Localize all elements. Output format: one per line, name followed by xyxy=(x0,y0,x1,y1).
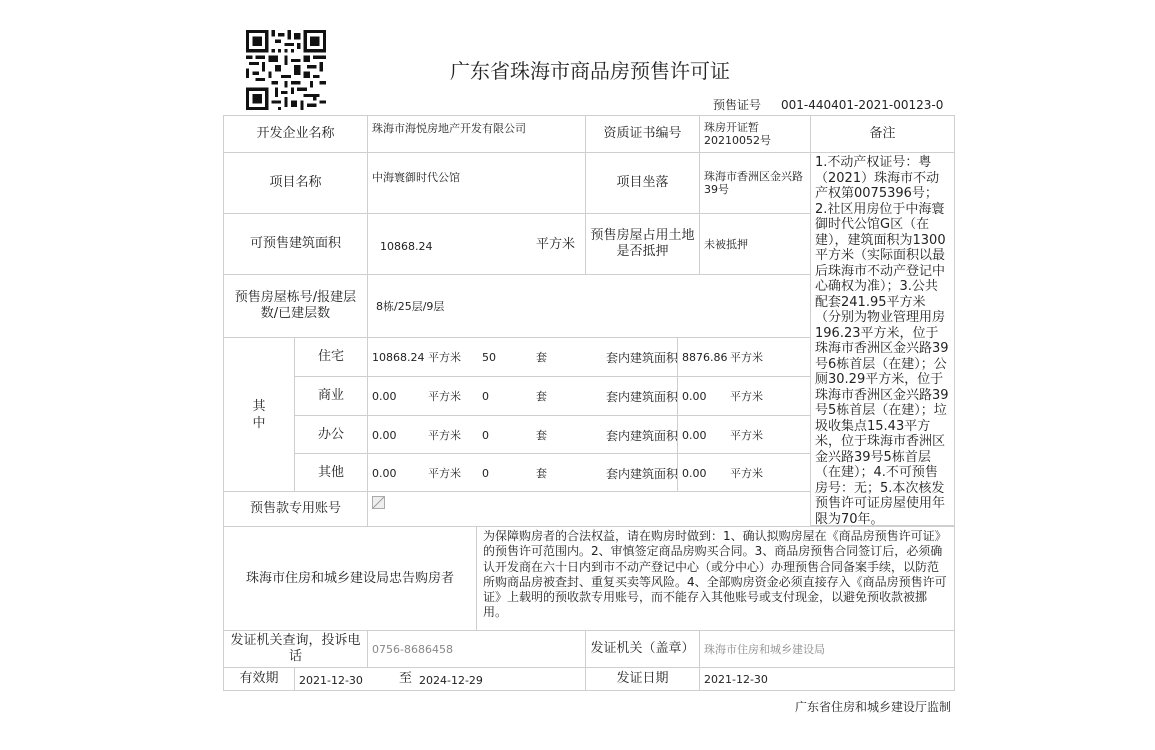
location-value: 珠海市香洲区金兴路39号 xyxy=(699,152,811,214)
usage-row-commercial xyxy=(294,376,811,416)
developer-label: 开发企业名称 xyxy=(223,115,368,153)
project-label: 项目名称 xyxy=(223,152,368,214)
usage-count: 0 xyxy=(482,467,489,480)
qualification-label: 资质证书编号 xyxy=(585,115,700,153)
usage-area-unit: 平方米 xyxy=(428,351,461,364)
issuer-value: 珠海市住房和城乡建设局 xyxy=(699,630,955,668)
issuer-label: 发证机关（盖章） xyxy=(585,630,700,668)
usage-area: 10868.24 xyxy=(372,351,425,364)
usage-area-cell xyxy=(367,376,678,416)
issue-date-value: 2021-12-30 xyxy=(699,667,955,691)
broken-image-icon xyxy=(372,496,385,509)
location-label: 项目坐落 xyxy=(585,152,700,214)
usage-inner-label: 套内建筑面积 xyxy=(606,351,679,365)
usage-count: 0 xyxy=(482,429,489,442)
inquiry-value: 0756-8686458 xyxy=(367,630,586,668)
building-label: 预售房屋栋号/报建层数/已建层数 xyxy=(223,274,368,338)
warning-text: 为保障购房者的合法权益，请在购房时做到：1、确认拟购房屋在《商品房预售许可证》的预售许可范围内。2、审慎签定商品房购买合同。3、商品房预售合同签订后，必须确认开发商在六十日内到市不动产登记中心（或分中心）办理预售合同备案手续，以防范所购商品房被查封、重复买卖等风险。4、全部购房资金必须直接存入《商品房预售许可证》上载明的预收款专用账号，而不能存入其他账号或支付现金，以避免预收款被挪用。 xyxy=(476,526,955,631)
inquiry-label: 发证机关查询，投诉电话 xyxy=(223,630,368,668)
usage-inner-cell xyxy=(677,376,811,416)
usage-type: 住宅 xyxy=(294,337,368,377)
usage-area-unit: 平方米 xyxy=(428,390,461,403)
validity-from: 2021-12-30 xyxy=(299,674,363,687)
presale-area-label: 可预售建筑面积 xyxy=(223,213,368,275)
presale-cert-label: 预售证号 xyxy=(713,98,762,112)
usage-inner: 0.00 xyxy=(682,467,707,480)
issue-date-label: 发证日期 xyxy=(585,667,700,691)
validity-to: 2024-12-29 xyxy=(419,674,483,687)
usage-type: 其他 xyxy=(294,453,368,492)
mortgage-label: 预售房屋占用土地是否抵押 xyxy=(585,213,700,275)
presale-area-cell xyxy=(367,213,586,275)
usage-row-residential xyxy=(294,337,811,377)
presale-area-value: 10868.24 xyxy=(380,240,433,253)
usage-inner-unit: 平方米 xyxy=(730,429,763,442)
remarks-label: 备注 xyxy=(810,115,955,153)
usage-inner-cell xyxy=(677,337,811,377)
presale-cert-value: 001-440401-2021-00123-0 xyxy=(781,98,944,112)
usage-inner-unit: 平方米 xyxy=(730,390,763,403)
usage-area: 0.00 xyxy=(372,390,397,403)
mortgage-value: 未被抵押 xyxy=(699,213,811,275)
usage-count-unit: 套 xyxy=(536,351,547,364)
project-value: 中海寰御时代公馆 xyxy=(367,152,586,214)
usage-count-unit: 套 xyxy=(536,467,547,480)
usage-inner: 0.00 xyxy=(682,429,707,442)
footer-note: 广东省住房和城乡建设厅监制 xyxy=(794,700,951,714)
usage-inner: 8876.86 xyxy=(682,351,728,364)
usage-area-unit: 平方米 xyxy=(428,429,461,442)
validity-label: 有效期 xyxy=(223,667,295,691)
among-label xyxy=(223,337,295,492)
usage-area-unit: 平方米 xyxy=(428,467,461,480)
usage-inner-unit: 平方米 xyxy=(730,467,763,480)
usage-inner-cell xyxy=(677,453,811,492)
qualification-value: 珠房开证暂20210052号 xyxy=(699,115,811,153)
account-label: 预售款专用账号 xyxy=(223,491,368,527)
account-value-cell xyxy=(367,491,811,527)
usage-area: 0.00 xyxy=(372,429,397,442)
usage-inner-unit: 平方米 xyxy=(730,351,763,364)
usage-count-unit: 套 xyxy=(536,429,547,442)
building-value: 8栋/25层/9层 xyxy=(367,274,811,338)
usage-area-cell xyxy=(367,453,678,492)
usage-type: 办公 xyxy=(294,415,368,454)
certificate-table xyxy=(223,115,955,691)
usage-type: 商业 xyxy=(294,376,368,416)
qr-code-icon xyxy=(246,30,326,110)
usage-area-cell xyxy=(367,337,678,377)
usage-count-unit: 套 xyxy=(536,390,547,403)
presale-area-unit: 平方米 xyxy=(536,237,576,252)
usage-count: 50 xyxy=(482,351,496,364)
warning-label: 珠海市住房和城乡建设局忠告购房者 xyxy=(223,526,477,631)
usage-inner: 0.00 xyxy=(682,390,707,403)
usage-area: 0.00 xyxy=(372,467,397,480)
remarks-text: 1.不动产权证号：粤（2021）珠海市不动产权第0075396号；2.社区用房位于中海寰御时代公馆G区（在建），建筑面积为1300平方米（实际面积以最后珠海市不动产登记中心确权为准）；3.公共配套241.95平方米（分别为物业管理用房196.23平方米，位于珠海市香洲区金兴路39号6栋首层（在建）；公厕30.29平方米，位于珠海市香洲区金兴路39号5栋首层（在建）；垃圾收集点15.43平方米，位于珠海市香洲区金兴路39号5栋首层（在建）；4.不可预售房号：无；5.本次核发预售许可证房屋使用年限为70年。 xyxy=(810,152,955,526)
validity-cell xyxy=(294,667,586,691)
usage-row-other xyxy=(294,453,811,492)
among-label-text: 其中 xyxy=(252,398,266,431)
usage-inner-label: 套内建筑面积 xyxy=(606,390,679,404)
developer-value: 珠海市海悦房地产开发有限公司 xyxy=(367,115,586,153)
presale-cert-number xyxy=(713,96,943,113)
usage-row-office xyxy=(294,415,811,454)
usage-count: 0 xyxy=(482,390,489,403)
document-title: 广东省珠海市商品房预售许可证 xyxy=(450,59,730,83)
usage-inner-label: 套内建筑面积 xyxy=(606,467,679,481)
usage-inner-label: 套内建筑面积 xyxy=(606,429,679,443)
usage-area-cell xyxy=(367,415,678,454)
usage-inner-cell xyxy=(677,415,811,454)
validity-to-label: 至 xyxy=(399,671,413,686)
